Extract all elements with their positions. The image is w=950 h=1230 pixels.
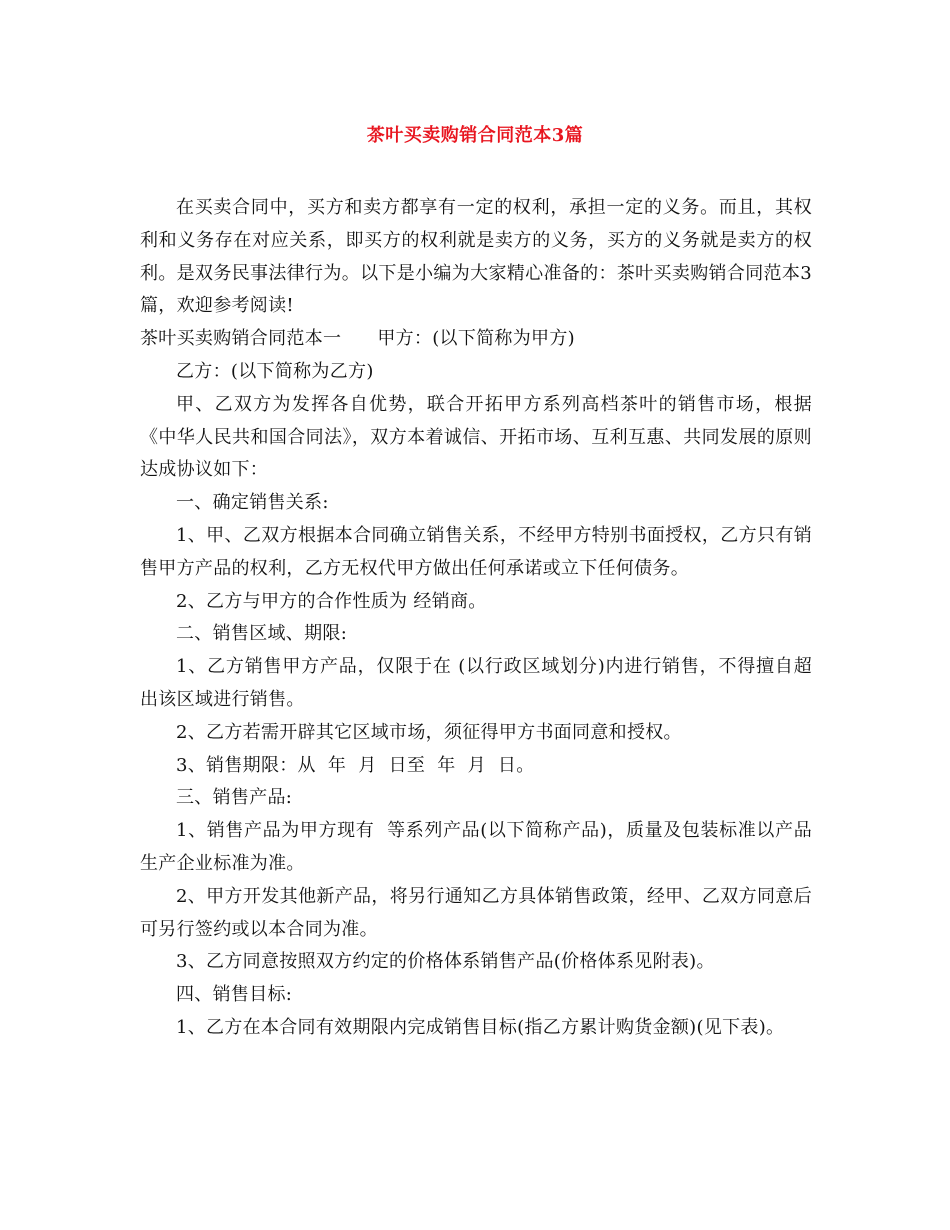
clause-2-2: 2、乙方若需开辟其它区域市场，须征得甲方书面同意和授权。 <box>176 721 682 743</box>
intro-paragraph: 在买卖合同中，买方和卖方都享有一定的权利，承担一定的义务。而且，其权利和义务存在对应关系，即买方的权利就是卖方的义务，买方的义务就是卖方的权利。是双务民事法律行为。以下是小编为大家精心准备的：茶叶买卖购销合同范本3篇，欢迎参考阅读! <box>140 197 812 317</box>
section-heading-line <box>140 323 812 356</box>
clause-heading-1: 一、确定销售关系: <box>176 492 329 514</box>
section-heading: 茶叶买卖购销合同范本一 <box>140 328 342 350</box>
clause-heading-2: 二、销售区域、期限: <box>176 623 348 645</box>
clause-1-2: 2、乙方与甲方的合作性质为 经销商。 <box>176 590 487 612</box>
clause-3-1: 1、销售产品为甲方现有 等系列产品(以下简称产品)，质量及包装标准以产品生产企业标准为准。 <box>140 820 812 874</box>
party-a-label: 甲方：(以下简称为甲方) <box>377 328 575 350</box>
preamble-paragraph: 甲、乙双方为发挥各自优势，联合开拓甲方系列高档茶叶的销售市场，根据《中华人民共和国合同法》，双方本着诚信、开拓市场、互利互惠、共同发展的原则达成协议如下： <box>140 393 812 481</box>
clause-4-1: 1、乙方在本合同有效期限内完成销售目标(指乙方累计购货金额)(见下表)。 <box>176 1016 785 1038</box>
clause-heading-4: 四、销售目标: <box>176 984 293 1006</box>
party-b-label: 乙方：(以下简称为乙方) <box>176 360 374 382</box>
clause-3-3: 3、乙方同意按照双方约定的价格体系销售产品(价格体系见附表)。 <box>176 951 715 973</box>
document-title: 茶叶买卖购销合同范本3篇 <box>366 125 584 146</box>
document-body <box>140 192 812 1045</box>
clause-2-1: 1、乙方销售甲方产品，仅限于在 (以行政区域划分)内进行销售，不得擅自超出该区域进行销售。 <box>140 656 812 710</box>
clause-2-3: 3、销售期限：从 年 月 日至 年 月 日。 <box>176 754 535 776</box>
clause-heading-3: 三、销售产品: <box>176 787 293 809</box>
clause-3-2: 2、甲方开发其他新产品，将另行通知乙方具体销售政策，经甲、乙双方同意后可另行签约或以本合同为准。 <box>140 885 812 940</box>
clause-1-1: 1、甲、乙双方根据本合同确立销售关系，不经甲方特别书面授权，乙方只有销售甲方产品的权利，乙方无权代甲方做出任何承诺或立下任何债务。 <box>140 524 812 579</box>
